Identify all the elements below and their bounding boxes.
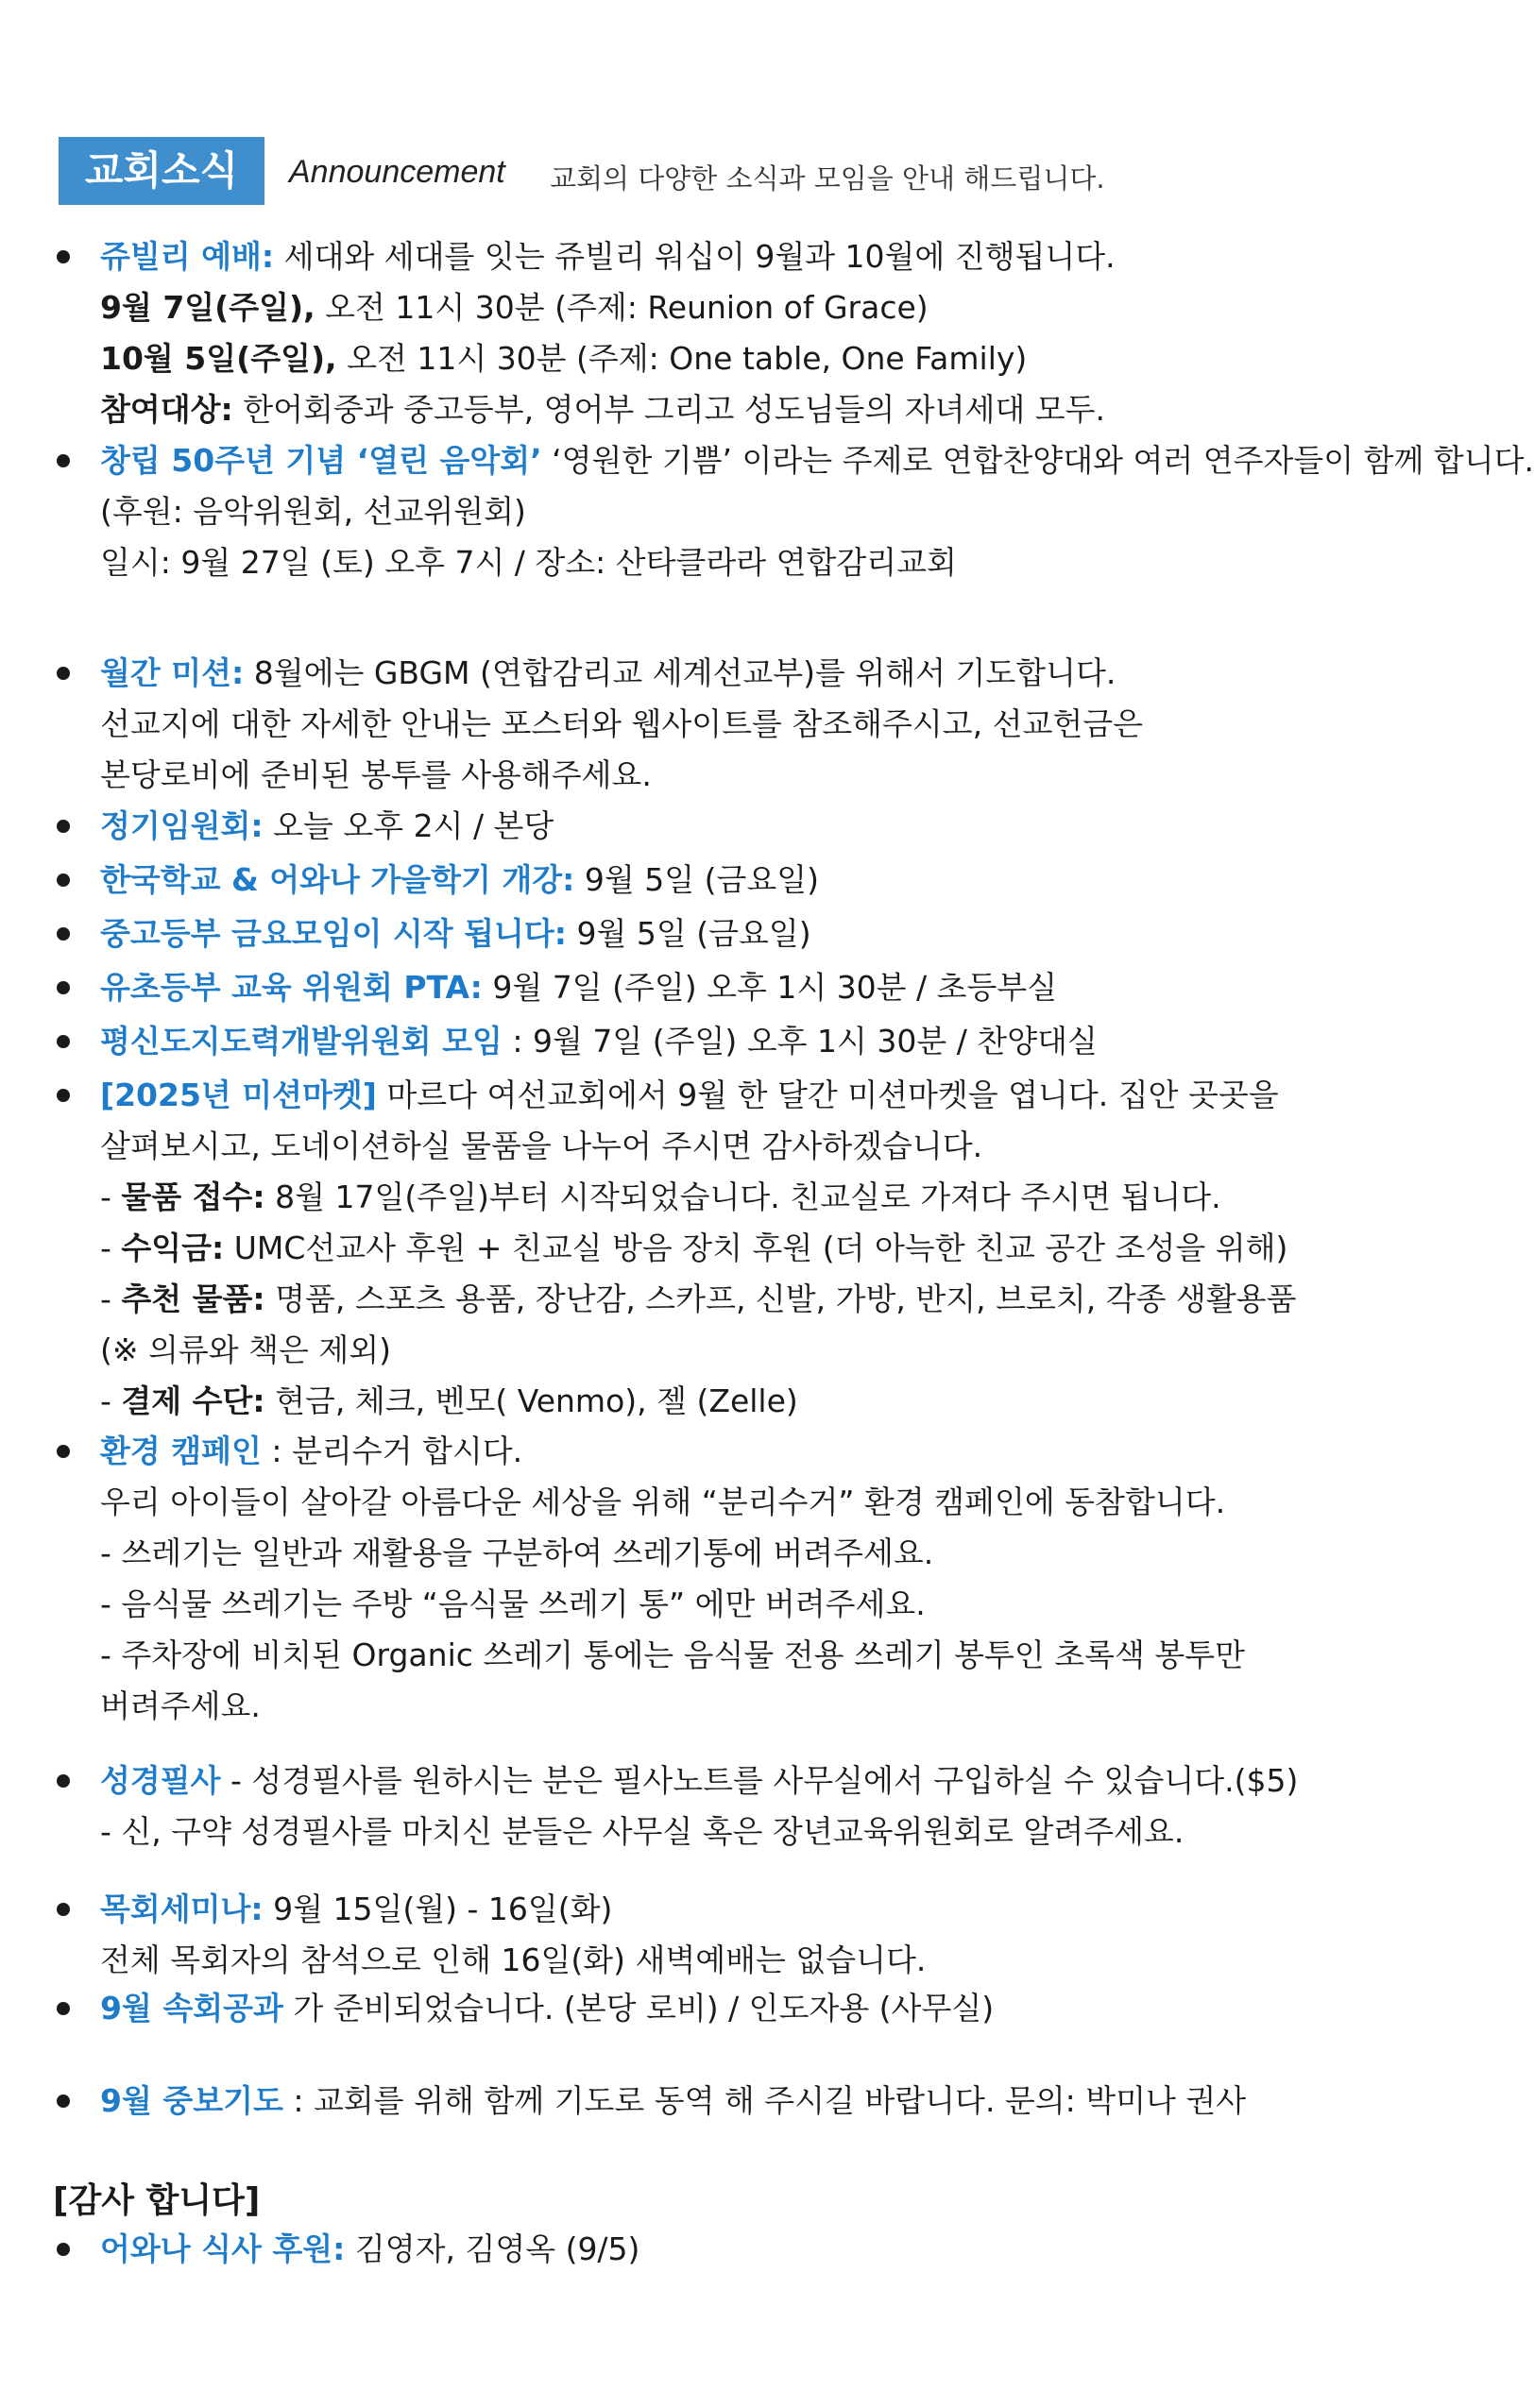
item-line [100, 908, 811, 959]
item-line [100, 1983, 994, 2034]
item-dash: - [100, 1280, 122, 1317]
item-text: 마르다 여선교회에서 9월 한 달간 미션마켓을 엽니다. 집안 곳곳을 [386, 1077, 1279, 1113]
item-text: 가 준비되었습니다. (본당 로비) / 인도자용 (사무실) [293, 1990, 995, 2026]
item-text: UMC선교사 후원 + 친교실 방음 장치 후원 (더 아늑한 친교 공간 조성을 위해) [224, 1229, 1288, 1266]
item-text: 일시: 9월 27일 (토) 오후 7시 / 장소: 산타클라라 연합감리교회 [100, 544, 957, 581]
item-line [100, 1426, 522, 1477]
item-text: (※ 의류와 책은 제외) [100, 1331, 392, 1368]
item-line [100, 1223, 1287, 1274]
item-line [100, 801, 554, 852]
item-title: 9월 속회공과 [100, 1990, 283, 2026]
item-line [100, 1477, 1225, 1528]
item-text: 전체 목회자의 참석으로 인해 16일(화) 새벽예배는 없습니다. [100, 1942, 927, 1978]
item-text: 8월 17일(주일)부터 시작되었습니다. 친교실로 가져다 주시면 됩니다. [264, 1179, 1221, 1215]
item-line [100, 1376, 798, 1427]
bullet-icon [57, 1035, 70, 1048]
bullet-icon [57, 1089, 70, 1102]
bullet-icon [57, 1445, 70, 1458]
item-label: 참여대상: [100, 391, 233, 428]
item-text: 9월 15일(월) - 16일(화) [273, 1891, 613, 1927]
item-line [100, 2224, 639, 2275]
item-line [100, 1325, 391, 1376]
item-dash: - [100, 1179, 122, 1215]
item-text: - 음식물 쓰레기는 주방 “음식물 쓰레기 통” 에만 버려주세요. [100, 1586, 926, 1622]
item-text: 오전 11시 30분 (주제: One table, One Family) [336, 340, 1028, 377]
item-text: 오전 11시 30분 (주제: Reunion of Grace) [315, 289, 929, 326]
item-text: - 성경필사를 원하시는 분은 필사노트를 사무실에서 구입하실 수 있습니다.($5) [230, 1762, 1299, 1799]
item-text: 오늘 오후 2시 / 본당 [273, 807, 554, 844]
bullet-icon [57, 2002, 70, 2015]
item-line [100, 486, 526, 537]
item-title: 유초등부 교육 위원회 PTA: [100, 969, 483, 1006]
item-text: 9월 7일 (주일) 오후 1시 30분 / 초등부실 [492, 969, 1058, 1006]
bullet-icon [57, 667, 70, 680]
item-text: 9월 5일 (금요일) [584, 861, 819, 898]
item-line [100, 231, 1116, 282]
item-label: 10월 5일(주일), [100, 340, 337, 377]
item-title: 월간 미션: [100, 654, 245, 691]
item-text: - 주차장에 비치된 Organic 쓰레기 통에는 음식물 전용 쓰레기 봉투인 초록색 봉투만 [100, 1636, 1245, 1673]
item-text: 본당로비에 준비된 봉투를 사용해주세요. [100, 756, 652, 793]
item-label: 결제 수단: [121, 1382, 265, 1419]
item-line [100, 1121, 982, 1172]
item-label: 수익금: [121, 1229, 225, 1266]
thanks-heading: [감사 합니다] [53, 2181, 261, 2220]
item-text: 김영자, 김영옥 (9/5) [354, 2230, 640, 2267]
bullet-icon [57, 873, 70, 887]
item-line [100, 962, 1057, 1013]
item-line [100, 1681, 261, 1732]
item-line [100, 1806, 1184, 1857]
item-title: 목회세미나: [100, 1891, 264, 1927]
item-text: 8월에는 GBGM (연합감리교 세계선교부)를 위해서 기도합니다. [253, 654, 1116, 691]
bullet-icon [57, 820, 70, 833]
item-label: 물품 접수: [121, 1179, 265, 1215]
item-line [100, 855, 819, 906]
item-title: 쥬빌리 예배: [100, 238, 275, 275]
item-title: 어와나 식사 후원: [100, 2230, 346, 2267]
item-text: 버려주세요. [100, 1687, 261, 1724]
item-title: 9월 중보기도 [100, 2082, 283, 2119]
item-text: 선교지에 대한 자세한 안내는 포스터와 웹사이트를 참조해주시고, 선교헌금은 [100, 705, 1144, 742]
item-text: : 분리수거 합시다. [271, 1433, 523, 1469]
english-title: Announcement [289, 154, 505, 190]
bullet-icon [57, 454, 70, 467]
item-text: : 9월 7일 (주일) 오후 1시 30분 / 찬양대실 [512, 1023, 1098, 1060]
item-title: 환경 캠페인 [100, 1433, 262, 1469]
item-dash: - [100, 1229, 122, 1266]
item-line [100, 1016, 1098, 1067]
item-text: 명품, 스포츠 용품, 장난감, 스카프, 신발, 가방, 반지, 브로치, 각종 생활용품 [264, 1280, 1297, 1317]
item-label: 9월 7일(주일), [100, 289, 315, 326]
item-line [100, 1172, 1221, 1223]
item-text: 현금, 체크, 벤모( Venmo), 젤 (Zelle) [264, 1382, 798, 1419]
item-line [100, 1528, 933, 1579]
item-text: 한어회중과 중고등부, 영어부 그리고 성도님들의 자녀세대 모두. [232, 391, 1105, 428]
section-badge: 교회소식 [59, 137, 264, 205]
item-text: : 교회를 위해 함께 기도로 동역 해 주시길 바랍니다. 문의: 박미나 권사 [293, 2082, 1247, 2119]
item-text: 세대와 세대를 잇는 쥬빌리 워십이 9월과 10월에 진행됩니다. [283, 238, 1116, 275]
bullet-icon [57, 2094, 70, 2108]
item-title: [2025년 미션마켓] [100, 1077, 377, 1113]
item-label: 추천 물품: [121, 1280, 265, 1317]
bullet-icon [57, 981, 70, 994]
bullet-icon [57, 2243, 70, 2256]
bullet-icon [57, 250, 70, 263]
bullet-icon [57, 1903, 70, 1916]
item-title: 중고등부 금요모임이 시작 됩니다: [100, 915, 567, 952]
item-line [100, 537, 957, 588]
section-subtitle: 교회의 다양한 소식과 모임을 안내 해드립니다. [550, 162, 1105, 195]
item-line [100, 1070, 1279, 1121]
item-title: 성경필사 [100, 1762, 221, 1799]
item-line [100, 435, 1534, 486]
item-text: 우리 아이들이 살아갈 아름다운 세상을 위해 “분리수거” 환경 캠페인에 동참합니다. [100, 1484, 1226, 1520]
header [59, 137, 1249, 207]
item-text: - 쓰레기는 일반과 재활용을 구분하여 쓰레기통에 버려주세요. [100, 1535, 934, 1571]
item-text: 9월 5일 (금요일) [576, 915, 811, 952]
bullet-icon [57, 1774, 70, 1788]
item-title: 한국학교 & 어와나 가을학기 개강: [100, 861, 575, 898]
item-line [100, 384, 1105, 435]
item-title: 평신도지도력개발위원회 모임 [100, 1023, 503, 1060]
item-line [100, 1274, 1297, 1325]
item-text: (후원: 음악위원회, 선교위원회) [100, 493, 526, 530]
item-text: 살펴보시고, 도네이션하실 물품을 나누어 주시면 감사하겠습니다. [100, 1128, 983, 1164]
item-line [100, 1755, 1298, 1806]
item-line [100, 282, 929, 333]
item-line [100, 1630, 1245, 1681]
item-dash: - [100, 1382, 122, 1419]
item-line [100, 648, 1116, 699]
item-line [100, 1935, 926, 1986]
bullet-icon [57, 927, 70, 941]
item-line [100, 333, 1027, 384]
item-line [100, 1884, 612, 1935]
item-title: 정기임원회: [100, 807, 264, 844]
item-line [100, 1579, 926, 1630]
item-text: - 신, 구약 성경필사를 마치신 분들은 사무실 혹은 장년교육위원회로 알려주세요. [100, 1813, 1185, 1850]
item-title: 창립 50주년 기념 ‘열린 음악회’ [100, 442, 542, 479]
item-line [100, 2076, 1246, 2127]
item-line [100, 699, 1143, 750]
item-text: ‘영원한 기쁨’ 이라는 주제로 연합찬양대와 여러 연주자들이 함께 합니다. [552, 442, 1534, 479]
item-line [100, 750, 652, 801]
